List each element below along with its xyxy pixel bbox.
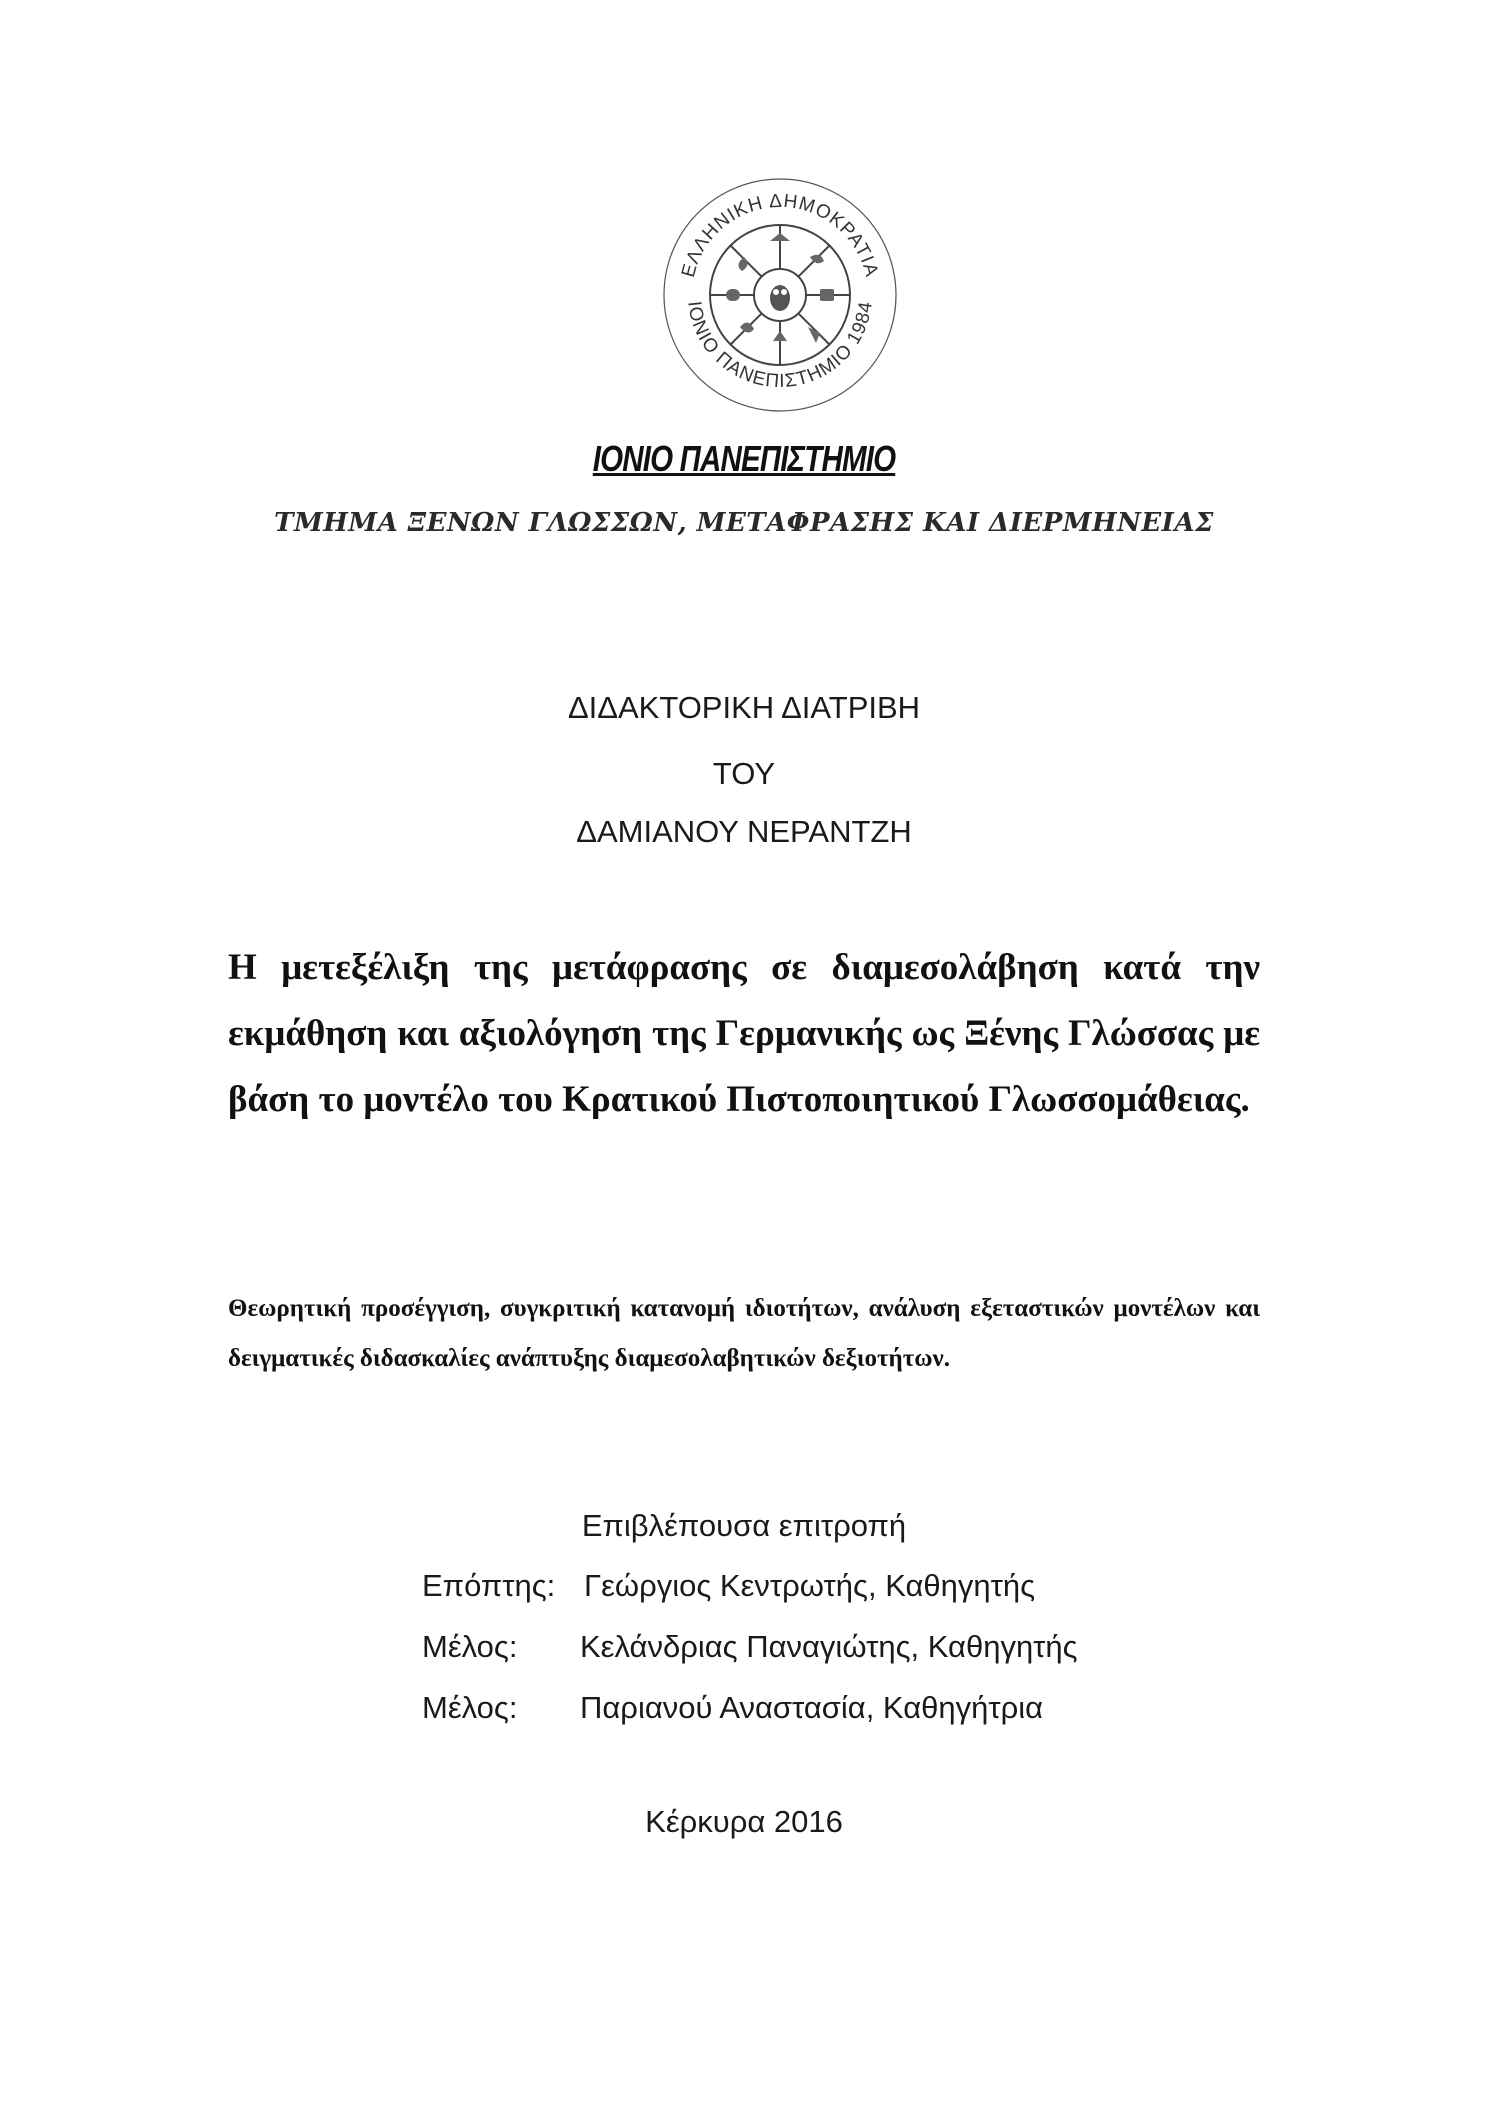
committee-member-name: Παριανού Αναστασία, Καθηγήτρια	[580, 1690, 1044, 1725]
committee-heading: Επιβλέπουσα επιτροπή	[581, 1508, 907, 1543]
thesis-of: ΤΟΥ	[712, 756, 776, 791]
committee-member-row	[422, 1568, 1036, 1604]
seal-bottom-text: ΙΟΝΙΟ ΠΑΝΕΠΙΣΤΗΜΙΟ 1984	[683, 299, 877, 393]
committee-member-row	[422, 1629, 1078, 1665]
committee-member-name: Κελάνδριας Παναγιώτης, Καθηγητής	[580, 1629, 1078, 1664]
university-name: ΙΟΝΙΟ ΠΑΝΕΠΙΣΤΗΜΙΟ	[592, 438, 896, 479]
committee-member-role: Μέλος:	[422, 1690, 518, 1725]
committee-member-role: Μέλος:	[422, 1629, 518, 1664]
department-name: ΤΜΗΜΑ ΞΕΝΩΝ ΓΛΩΣΣΩΝ, ΜΕΤΑΦΡΑΣΗΣ ΚΑΙ ΔΙΕΡΜΗΝΕΙΑΣ	[274, 508, 1214, 538]
committee-member-name: Γεώργιος Κεντρωτής, Καθηγητής	[584, 1568, 1036, 1603]
thesis-title: Η μετεξέλιξη της μετάφρασης σε διαμεσολάβηση κατά την εκμάθηση και αξιολόγηση της Γερμανικής ως Ξένης Γλώσσας με βάση το μοντέλο του Κρατικού Πιστοποιητικού Γλωσσομάθειας.	[228, 947, 1260, 1120]
committee-member-role: Επόπτης:	[422, 1568, 556, 1603]
owl-emblem-icon	[770, 285, 790, 311]
thesis-author: ΔΑΜΙΑΝΟΥ ΝΕΡΑΝΤΖΗ	[576, 814, 912, 849]
seal-top-text: ΕΛΛΗΝΙΚΗ ΔΗΜΟΚΡΑΤΙΑ	[677, 190, 883, 280]
place-and-year: Κέρκυρα 2016	[645, 1804, 843, 1839]
thesis-subtitle: Θεωρητική προσέγγιση, συγκριτική κατανομή ιδιοτήτων, ανάλυση εξεταστικών μοντέλων και δειγματικές διδασκαλίες ανάπτυξης διαμεσολαβητικών δεξιοτήτων.	[228, 1295, 1260, 1372]
committee-member-row	[422, 1690, 1044, 1726]
university-seal-logo	[660, 165, 900, 425]
thesis-type: ΔΙΔΑΚΤΟΡΙΚΗ ΔΙΑΤΡΙΒΗ	[567, 690, 921, 725]
